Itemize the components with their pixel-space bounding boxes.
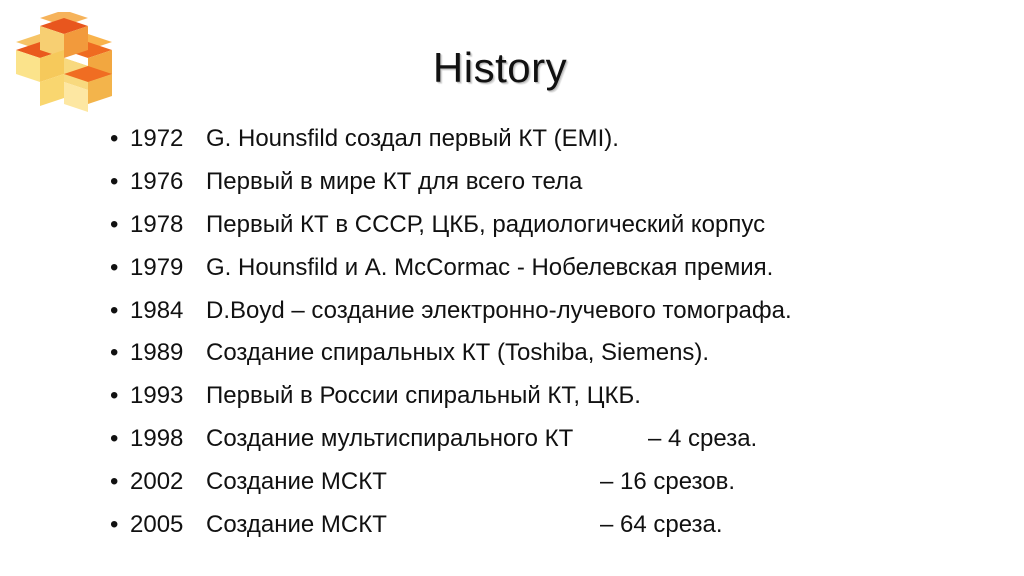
history-year: 1984: [130, 296, 184, 324]
history-year: 1978: [130, 210, 184, 238]
history-text: Создание спиральных КТ (Toshiba, Siemens).: [206, 339, 710, 367]
history-text: G. Hounsfild создал первый КТ (EMI).: [206, 125, 619, 152]
history-suffix: – 64 среза.: [600, 511, 723, 539]
bullet: •: [110, 339, 119, 367]
history-item: [110, 249, 990, 292]
history-year: 1979: [130, 253, 184, 281]
history-year: 1989: [130, 339, 184, 367]
history-text: Создание МСКТ: [206, 511, 387, 539]
history-item: [110, 206, 990, 249]
history-item: [110, 334, 990, 377]
bullet: •: [110, 425, 119, 453]
history-item: [110, 420, 990, 463]
history-year: 1993: [130, 382, 184, 410]
history-item: [110, 463, 990, 506]
history-text: Создание мультиспирального КТ: [206, 425, 574, 453]
history-year: 1972: [130, 125, 184, 152]
bullet: •: [110, 468, 119, 496]
history-text: Первый КТ в СССР, ЦКБ, радиологический корпус: [206, 210, 766, 238]
history-text: Первый в России спиральный КТ, ЦКБ.: [206, 382, 641, 410]
history-text: G. Hounsfild и А. McCormac - Нобелевская премия.: [206, 253, 774, 281]
bullet: •: [110, 253, 119, 281]
history-item: [110, 377, 990, 420]
history-item: [110, 120, 990, 163]
bullet: •: [110, 382, 119, 410]
history-suffix: – 16 срезов.: [600, 468, 736, 496]
bullet: •: [110, 210, 119, 238]
bullet: •: [110, 296, 119, 324]
slide-title: History: [432, 44, 568, 91]
history-year: 1976: [130, 167, 184, 195]
bullet: •: [110, 125, 119, 152]
history-item: [110, 163, 990, 206]
history-year: 2005: [130, 511, 184, 539]
bullet: •: [110, 167, 119, 195]
history-text: Первый в мире КТ для всего тела: [206, 167, 583, 195]
history-year: 1998: [130, 425, 184, 453]
history-list: [110, 120, 990, 549]
history-text: D.Boyd – создание электронно-лучевого томографа.: [206, 296, 792, 324]
history-text: Создание МСКТ: [206, 468, 387, 496]
history-item: [110, 506, 990, 549]
bullet: •: [110, 511, 119, 539]
history-year: 2002: [130, 468, 184, 496]
history-suffix: – 4 среза.: [648, 425, 758, 453]
history-item: [110, 292, 990, 335]
